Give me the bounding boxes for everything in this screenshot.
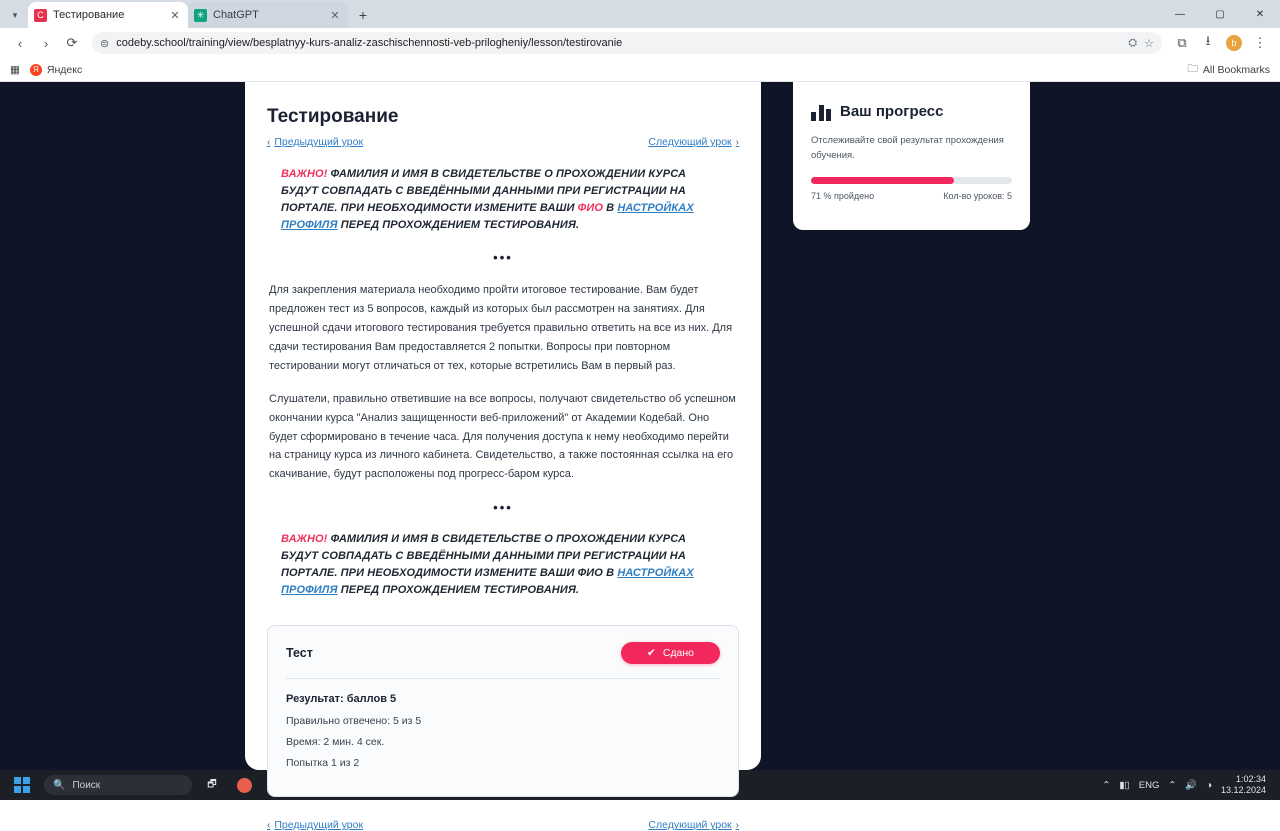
tab-testirovanie[interactable] [28, 2, 188, 28]
yandex-icon: Я [30, 64, 42, 76]
progress-header [811, 102, 1012, 121]
chevron-right-icon: › [735, 136, 739, 148]
progress-title: Ваш прогресс [840, 103, 944, 120]
network-icon[interactable]: ▮▯ [1119, 779, 1130, 791]
warning-text-1: ФАМИЛИЯ И ИМЯ В СВИДЕТЕЛЬСТВЕ О ПРОХОЖДЕНИИ КУРСА БУДУТ СОВПАДАТЬ С ВВЕДЁННЫМИ ДАННЫМИ ПРИ РЕГИСТРАЦИИ НА ПОРТАЛЕ. ПРИ НЕОБХОДИМОСТИ ИЗМЕНИТЕ ВАШИ [281, 168, 687, 215]
profile-settings-link[interactable]: НАСТРОЙКАХ ПРОФИЛЯ [281, 202, 694, 232]
clock-date: 13.12.2024 [1220, 785, 1266, 795]
download-icon[interactable]: ⭳ [1205, 33, 1211, 48]
profile-settings-link[interactable]: НАСТРОЙКАХ ПРОФИЛЯ [281, 567, 694, 597]
bookmark-label: Яндекс [46, 63, 83, 76]
check-icon: ✔ [647, 647, 656, 660]
warning-text-2: ПЕРЕД ПРОХОЖДЕНИЕМ ТЕСТИРОВАНИЯ. [340, 219, 580, 232]
chevron-left-icon: ‹ [267, 819, 271, 831]
tab-chatgpt[interactable] [188, 2, 348, 28]
windows-icon[interactable] [14, 777, 30, 793]
close-icon[interactable]: ✕ [330, 9, 340, 22]
address-bar[interactable] [92, 32, 1162, 54]
translate-icon[interactable]: ⛭ [1128, 36, 1138, 49]
page-title: Тестирование [267, 106, 399, 127]
volume-icon[interactable]: 🔊 [1185, 779, 1198, 791]
language-indicator[interactable]: ENG [1138, 779, 1160, 791]
minimize-button[interactable]: — [1175, 8, 1185, 20]
test-score: Результат: баллов 5 [286, 693, 397, 706]
progress-card [793, 82, 1030, 230]
status-badge-label: Сдано [662, 647, 694, 660]
section-divider-1: ••• [493, 250, 513, 266]
chevron-right-icon: › [735, 819, 739, 831]
progress-footer [811, 191, 1012, 201]
tab-search-icon[interactable]: ▾ [12, 9, 18, 20]
lesson-paragraph-2: Слушатели, правильно ответившие на все вопросы, получают свидетельство об успешном окончании курса "Анализ защищенности веб-приложений" от Академии Кодебай. Оно будет сформировано в течение часа. Для получения доступа к нему необходимо перейти на страницу курса из личного кабинета. Свидетельство, а также постоянная ссылка на его скачивание, будут расположены под прогресс-баром курса. [269, 392, 736, 481]
browser-menu-icon[interactable]: ⋮ [1253, 35, 1267, 50]
star-icon[interactable]: ☆ [1144, 37, 1154, 50]
lessons-count-label: Кол-во уроков: 5 [943, 191, 1012, 202]
bottom-lesson-nav [267, 819, 739, 831]
chevron-left-icon: ‹ [267, 136, 271, 148]
search-placeholder: Поиск [72, 779, 101, 791]
codeby-icon: C [34, 9, 47, 22]
avatar: b [1226, 35, 1242, 51]
maximize-button[interactable]: ▢ [1215, 8, 1225, 20]
prev-lesson-link-bottom[interactable] [267, 819, 363, 831]
progress-bar-fill [811, 177, 954, 184]
status-badge[interactable] [621, 642, 720, 664]
new-tab-button[interactable]: + [358, 7, 368, 23]
tab-title: Тестирование [53, 9, 125, 21]
warning-block-bottom [267, 531, 739, 599]
section-divider-2: ••• [493, 500, 513, 516]
warning-text-1: ФАМИЛИЯ И ИМЯ В СВИДЕТЕЛЬСТВЕ О ПРОХОЖДЕНИИ КУРСА БУДУТ СОВПАДАТЬ С ВВЕДЁННЫМИ ДАННЫМИ ПРИ РЕГИСТРАЦИИ НА ПОРТАЛЕ. ПРИ НЕОБХОДИМОСТИ ИЗМЕНИТЕ ВАШИ ФИО В [281, 533, 687, 580]
warning-block-top [267, 166, 739, 234]
wifi-icon[interactable]: ⌃ [1168, 779, 1177, 791]
warning-prefix: ВАЖНО! [281, 168, 328, 180]
task-view-icon[interactable]: 🗗 [207, 778, 217, 790]
browser-toolbar [0, 28, 1280, 58]
all-bookmarks-button[interactable] [1187, 61, 1270, 79]
next-lesson-label: Следующий урок [648, 136, 732, 148]
progress-subtitle: Отслеживайте свой результат прохождения обучения. [811, 135, 1004, 161]
test-heading: Тест [286, 646, 313, 661]
close-window-button[interactable]: ✕ [1255, 8, 1265, 20]
close-icon[interactable]: ✕ [170, 9, 180, 22]
bar-chart-icon [811, 102, 831, 121]
content-wrapper [245, 82, 1035, 831]
system-tray [1102, 774, 1274, 797]
back-icon[interactable]: ‹ [17, 35, 23, 51]
clock[interactable] [1221, 774, 1266, 797]
test-attempt-line: Попытка 1 из 2 [286, 757, 360, 770]
chrome-icon[interactable] [232, 774, 256, 796]
window-controls [1160, 0, 1280, 28]
chatgpt-icon: ✳ [194, 9, 207, 22]
warning-in-word: В [606, 202, 615, 215]
lesson-paragraph-1: Для закрепления материала необходимо пройти итоговое тестирование. Вам будет предложен тест из 5 вопросов, каждый из которых был рассмотрен на занятиях. Для успешной сдачи итогового тестирования требуется правильно ответить на все из них. Для сдачи тестирования Вам предоставляется 2 попытки. Вопросы при повторном тестировании могут отличаться от тех, которые встретились Вам в первый раз. [269, 284, 733, 372]
profile-avatar[interactable] [1222, 31, 1246, 55]
bookmarks-bar [0, 58, 1280, 82]
battery-icon[interactable]: ◑ [1206, 779, 1212, 791]
warning-text-2: ПЕРЕД ПРОХОЖДЕНИЕМ ТЕСТИРОВАНИЯ. [340, 584, 580, 597]
next-lesson-label: Следующий урок [648, 819, 732, 831]
all-bookmarks-label: All Bookmarks [1202, 63, 1270, 76]
prev-lesson-link[interactable] [267, 136, 363, 148]
lesson-card [245, 82, 761, 831]
tab-title: ChatGPT [213, 9, 259, 21]
test-result-box [267, 625, 739, 797]
prev-lesson-label: Предыдущий урок [274, 136, 364, 148]
apps-grid-icon[interactable]: ▦ [10, 63, 20, 76]
url-text: codeby.school/training/view/besplatnyy-kurs-analiz-zaschischennosti-veb-prilogheniy/lesson/testirovanie [116, 37, 623, 49]
puzzle-icon[interactable]: ⧉ [1177, 35, 1187, 50]
warning-prefix: ВАЖНО! [281, 533, 328, 546]
tray-chevron-icon[interactable]: ⌃ [1102, 779, 1111, 791]
search-input[interactable] [44, 775, 192, 795]
bookmark-yandex[interactable] [30, 64, 82, 76]
top-lesson-nav [267, 136, 739, 148]
prev-lesson-label: Предыдущий урок [274, 819, 364, 831]
reload-icon[interactable]: ⟳ [66, 35, 78, 50]
progress-percent-label: 71 % пройдено [811, 191, 875, 202]
test-time-line: Время: 2 мин. 4 сек. [286, 736, 385, 749]
site-info-icon[interactable]: ⊜ [100, 37, 110, 50]
next-lesson-link-bottom[interactable] [648, 819, 739, 831]
progress-bar [811, 177, 1012, 184]
test-header [286, 642, 720, 679]
test-correct-line: Правильно отвечено: 5 из 5 [286, 715, 422, 728]
folder-icon: 🗀 [1187, 62, 1198, 75]
warning-fio: ФИО [577, 202, 603, 215]
tab-strip [0, 0, 1280, 28]
next-lesson-link[interactable] [648, 136, 739, 148]
search-icon: 🔍 [53, 779, 66, 791]
clock-time: 1:02:34 [1235, 773, 1266, 784]
forward-icon[interactable]: › [43, 35, 49, 51]
